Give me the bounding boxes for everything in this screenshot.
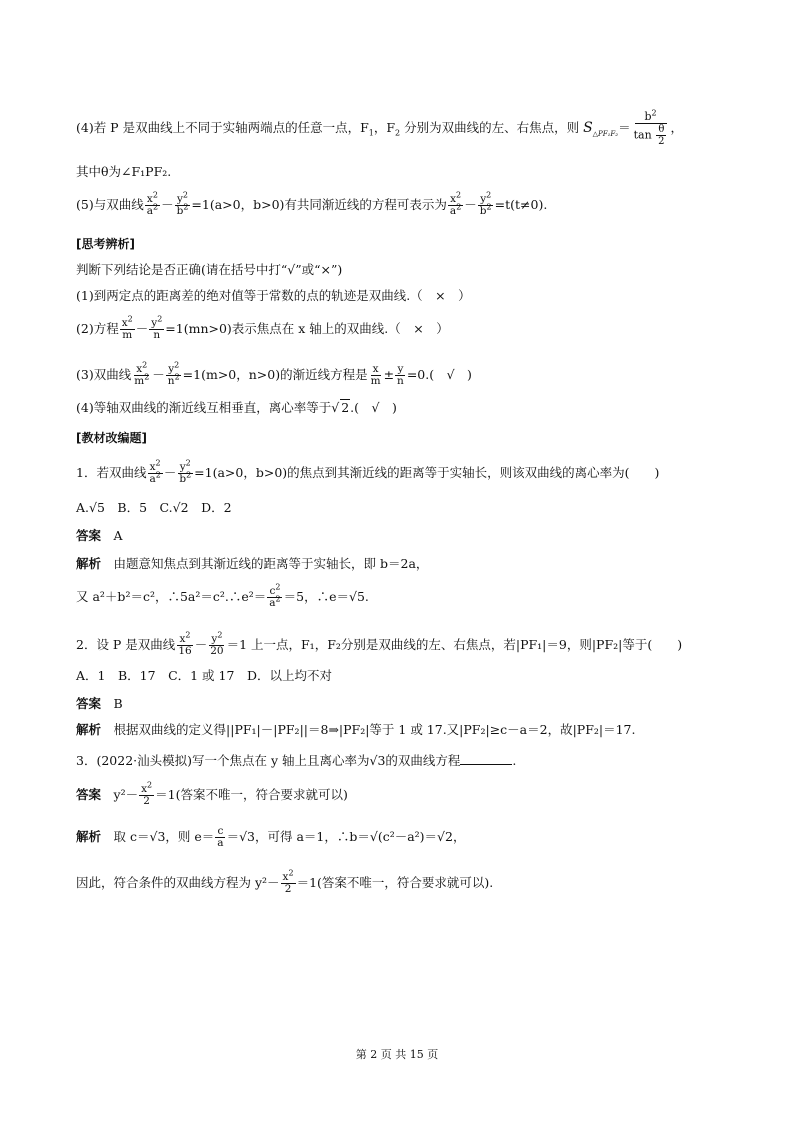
question-2-answer: 答案 B [76, 696, 123, 711]
question-3-explanation: 解析 取 c＝√3，则 e＝ $\frac{c}{a}$ ＝√3，可得 a＝1，∴b＝√(c²－a²)＝√2， [76, 825, 466, 849]
section-heading-textbook: [教材改编题] [76, 431, 147, 445]
think-statement-1: (1)到两定点的距离差的绝对值等于常数的点的轨迹是双曲线.（ × ） [76, 288, 471, 303]
question-1-explanation: 解析 由题意知焦点到其渐近线的距离等于实轴长，即 b＝2a， [76, 556, 429, 571]
area-symbol: $S_{\triangle PF_1F_2}$ [583, 120, 619, 138]
question-2-explanation: 解析 根据双曲线的定义得||PF₁|－|PF₂||＝8⇒|PF₂|等于 1 或 17.又|PF₂|≥c－a＝2，故|PF₂|＝17. [76, 722, 636, 737]
think-statement-4: (4)等轴双曲线的渐近线互相垂直，离心率等于√ 2.( √ ) [76, 400, 397, 415]
area-fraction: $b^2$ tan $\frac{\theta}{2}$ [632, 110, 670, 147]
question-3-explanation-2: 因此，符合条件的双曲线方程为 y²－ $\frac{x^2}{2}$ ＝1(答案不唯一，符合要求就可以). [76, 868, 494, 895]
question-1: 1．若双曲线 $\frac{x^2}{a^2}$ － $\frac{y^2}{b^2}$ =1(a>0，b>0)的焦点到其渐近线的距离等于实轴长，则该双曲线的离心率为( ) [76, 458, 660, 485]
question-3-answer: 答案 y²－ $\frac{x^2}{2}$ ＝1(答案不唯一，符合要求就可以) [76, 780, 348, 807]
question-1-explanation-2: 又 a²＋b²＝c²，∴5a²＝c².∴e²＝ $\frac{c^2}{a^2}$ ＝5，∴e＝√5. [76, 582, 369, 609]
item-4-line2: 其中θ为∠F₁PF₂. [76, 164, 172, 179]
question-1-answer: 答案 A [76, 528, 123, 543]
think-statement-3: (3)双曲线 $\frac{x^2}{m^2}$ － $\frac{y^2}{n^2}$ =1(m>0，n>0)的渐近线方程是 $\frac{x}{m}$ ± $\frac{y}{n}$ =0.( √ ) [76, 360, 472, 387]
think-statement-2: (2)方程 $\frac{x^2}{m}$ － $\frac{y^2}{n}$ =1(mn>0)表示焦点在 x 轴上的双曲线.（ × ） [76, 314, 449, 341]
question-2: 2．设 P 是双曲线 $\frac{x^2}{16}$ － $\frac{y^2}{20}$ ＝1 上一点，F₁，F₂分别是双曲线的左、右焦点，若|PF₁|＝9，则|PF₂|等于( ) [76, 630, 683, 657]
item-4-line: (4)若 P 是双曲线上不同于实轴两端点的任意一点，$F_1$，$F_2$ 分别为双曲线的左、右焦点，则 $S_{\triangle PF_1F_2}=$ $b^2$ tan $\frac{\theta}{2}$ ， [76, 108, 684, 147]
item-5-line: (5)与双曲线 $\frac{x^2}{a^2}$ － $\frac{y^2}{b^2}$ =1(a>0，b>0)有共同渐近线的方程可表示为 $\frac{x^2}{a^2}$ － $\frac{y^2}{b^2}$ =t(t≠0). [76, 190, 548, 217]
question-3: 3．(2022·汕头模拟)写一个焦点在 y 轴上且离心率为√3的双曲线方程 . [76, 753, 517, 768]
think-intro: 判断下列结论是否正确(请在括号中打“√”或“×”) [76, 262, 343, 277]
page-footer: 第 2 页 共 15 页 [355, 1048, 439, 1061]
section-heading-think: [思考辨析] [76, 237, 135, 251]
question-1-options: A.√5 B．5 C.√2 D．2 [76, 500, 232, 515]
item-4-text: (4)若 P 是双曲线上不同于实轴两端点的任意一点，F [76, 120, 369, 135]
question-2-options: A．1 B．17 C．1 或 17 D．以上均不对 [76, 668, 332, 683]
